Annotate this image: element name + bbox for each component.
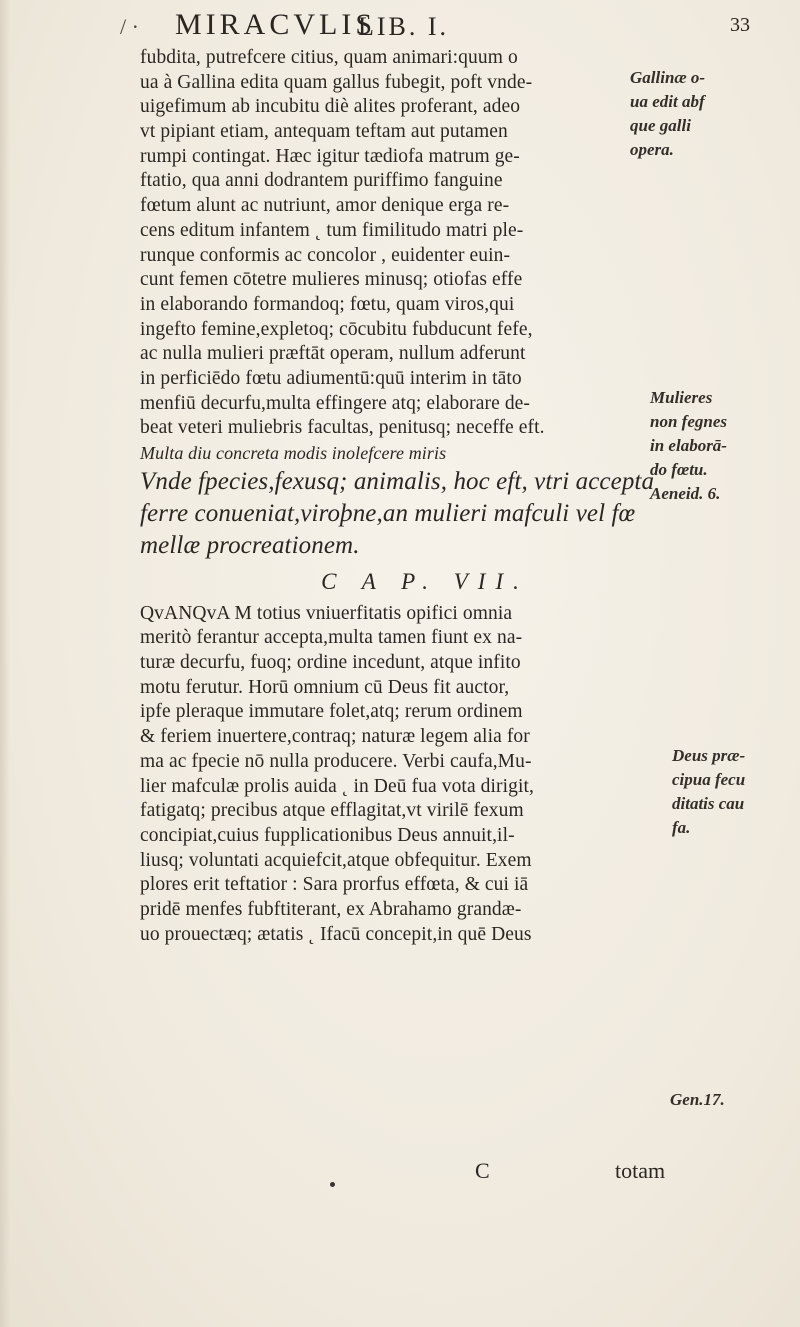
text-line: fatigatq; precibus atque efflagitat,vt virilē fexum — [140, 800, 524, 822]
text-line: turæ decurfu, fuoq; ordine incedunt, atque infito — [140, 652, 521, 674]
text-line: cens editum infantem ˛ tum fimilitudo matri ple- — [140, 219, 524, 241]
text-line: plores erit teftatior : Sara prorfus effœta, & cui iā — [140, 874, 529, 896]
margin-note: opera. — [630, 140, 674, 159]
text-line: concipiat,cuius fupplicationibus Deus annuit,il- — [140, 824, 515, 846]
text-line: & feriem inuertere,contraq; naturæ legem alia for — [140, 726, 530, 748]
page-gutter — [0, 0, 10, 1327]
catchword: totam — [615, 1158, 666, 1183]
text-line: beat veteri muliebris facultas, penitusq; neceffe eft. — [140, 417, 545, 439]
text-line: uigefimum ab incubitu diè alites proferant, adeo — [140, 96, 521, 118]
text-line: meritò ferantur accepta,multa tamen fiunt ex na- — [140, 627, 523, 649]
margin-note: Mulieres — [650, 388, 713, 407]
text-line: vt pipiant etiam, antequam teftam aut putamen — [140, 121, 508, 143]
header-marks: / · — [120, 14, 139, 39]
text-line: QᴠANQᴠA M totius vniuerfitatis opifici omnia — [140, 602, 513, 624]
text-line: pridē menfes fubftiterant, ex Abrahamo grandæ- — [140, 898, 522, 920]
running-title: MIRACVLIS — [175, 8, 377, 41]
margin-note: Gen.17. — [670, 1090, 725, 1109]
margin-note: in elaborā- — [650, 436, 727, 455]
chapter-summary-line: ferre conueniat,viroþne,an mulieri mafculi vel fœ — [140, 499, 636, 527]
text-line: runque conformis ac concolor , euidenter euin- — [140, 244, 511, 266]
signature-mark: C — [475, 1158, 490, 1183]
book-number: LIB. I. — [358, 12, 450, 41]
margin-note: ditatis cau — [672, 794, 745, 813]
text-line: ua à Gallina edita quam gallus fubegit, poft vnde- — [140, 71, 533, 93]
page-signature: 33 — [730, 14, 750, 36]
margin-note: Deus præ- — [672, 746, 746, 765]
text-line: lier mafculæ prolis auida ˛ in Deū fua vota dirigit, — [140, 775, 535, 797]
text-line: rumpi contingat. Hæc igitur tædiofa matrum ge- — [140, 145, 520, 167]
text-line: ma ac fpecie nō nulla producere. Verbi caufa,Mu- — [140, 750, 532, 772]
text-line: menfiū decurfu,multa effingere atq; elaborare de- — [140, 392, 531, 414]
margin-note: ua edit abf — [630, 92, 705, 111]
text-line: in perficiēdo fœtu adiumentū:quū interim in tāto — [140, 367, 522, 389]
margin-note: non fegnes — [650, 412, 727, 431]
text-line: ipfe pleraque immutare folet,atq; rerum ordinem — [140, 701, 523, 723]
text-line: in elaborando formandoq; fœtu, quam viros,qui — [140, 293, 515, 315]
margin-note: que galli — [630, 116, 691, 135]
text-line: fubdita, putrefcere citius, quam animari:quum o — [140, 47, 518, 68]
text-line: uo prouectæq; ætatis ˛ Ifacū concepit,in quē Deus — [140, 923, 532, 945]
chapter-heading: C A P. VII. — [321, 568, 529, 594]
margin-note: do fœtu. — [650, 460, 708, 479]
text-line: motu ferutur. Horū omnium cū Deus fit auctor, — [140, 676, 510, 698]
text-line: ac nulla mulieri præftāt operam, nullum adferunt — [140, 343, 526, 365]
quotation-line: Multa diu concreta modis inolefcere miris — [140, 443, 447, 463]
running-header — [70, 8, 770, 44]
margin-note: cipua fecu — [672, 770, 746, 789]
chapter-summary-line: Vnde fpecies,fexusq; animalis, hoc eft, vtri accepta — [140, 467, 655, 495]
text-line: ftatio, qua anni dodrantem puriffimo fanguine — [140, 170, 503, 192]
margin-note: fa. — [672, 818, 691, 837]
text-line: ingefto femine,expletoq; cōcubitu fubducunt fefe, — [140, 318, 533, 340]
main-text — [140, 46, 680, 947]
margin-note: Gallinæ o- — [630, 68, 706, 87]
margin-note: Aeneid. 6. — [650, 484, 721, 503]
text-line: cunt femen cōtetre mulieres minusq; otiofas effe — [140, 269, 523, 291]
chapter-summary-line: mellæ procreationem. — [140, 531, 360, 559]
text-line: fœtum alunt ac nutriunt, amor denique erga re- — [140, 195, 510, 217]
text-line: liusq; voluntati acquiefcit,atque obfequitur. Exem — [140, 849, 532, 871]
ink-dot — [330, 1182, 335, 1187]
